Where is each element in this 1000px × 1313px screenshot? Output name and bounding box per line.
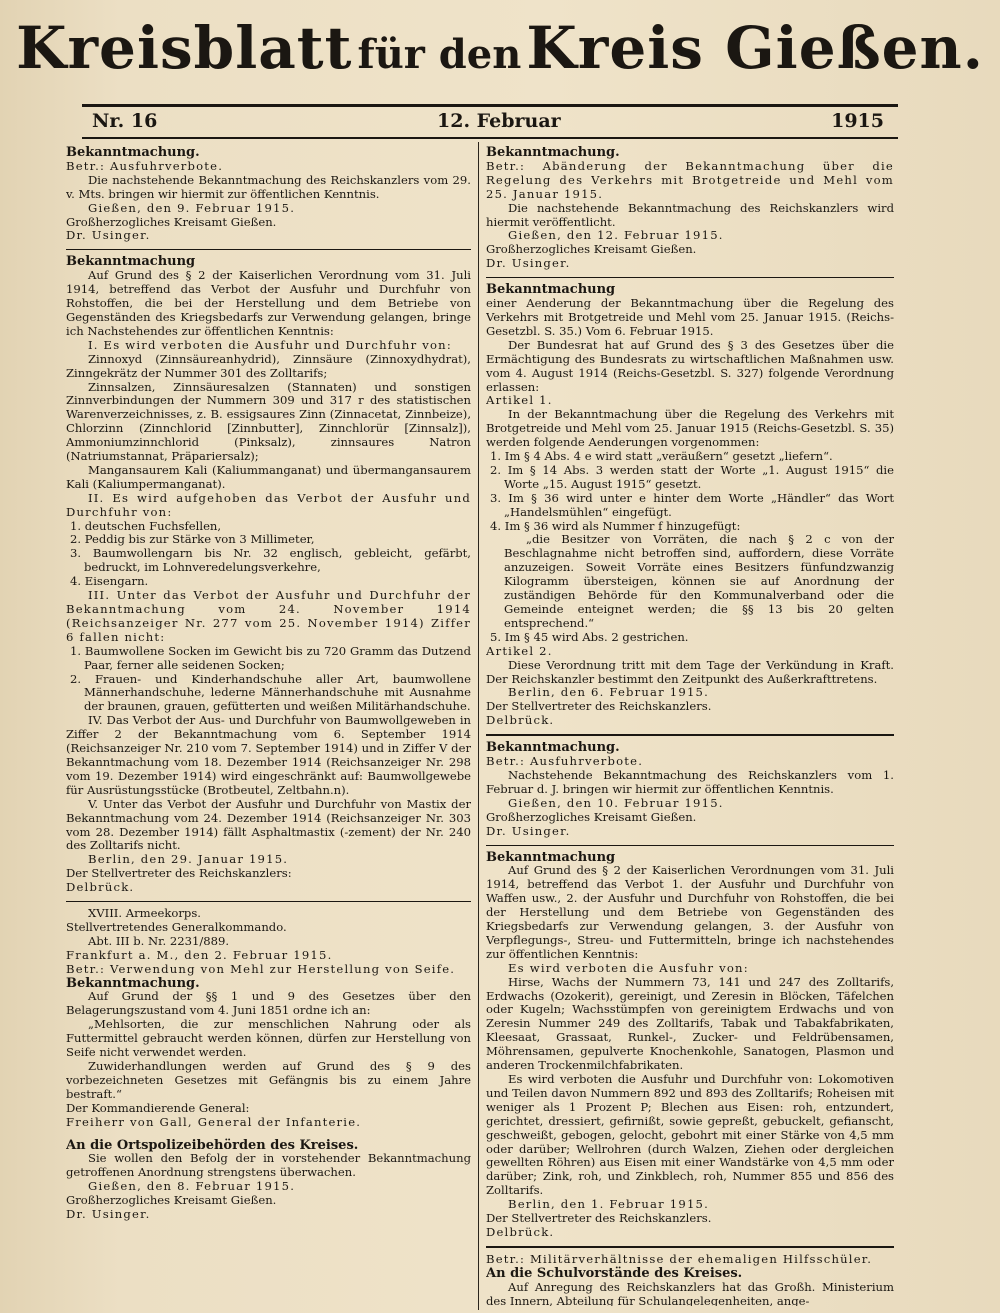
article-place-date: Gießen, den 8. Februar 1915. bbox=[88, 1179, 296, 1194]
article-paragraph: Diese Verordnung tritt mit dem Tage der Verkündung in Kraft. Der Reichskanzler bestimmt den Zeitpunkt des Außerkrafttretens. bbox=[486, 657, 894, 686]
article-subject: Betr.: Ausfuhrverbote. bbox=[66, 158, 224, 173]
article-divider bbox=[66, 901, 471, 902]
list-item: 2. Im § 14 Abs. 3 werden statt der Worte „1. August 1915“ die Worte „15. August 1915“ gesetzt. bbox=[490, 462, 894, 491]
list-item: 2. Frauen- und Kinderhandschuhe aller Art, baumwollene Männerhandschuhe, lederne Männerhandschuhe mit Ausnahme der braunen, grauen, gefütterten und weißen Militärhandschuhe. bbox=[70, 671, 471, 714]
article-place-date: Berlin, den 29. Januar 1915. bbox=[88, 852, 289, 867]
corps-command: Stellvertretendes Generalkommando. bbox=[66, 919, 287, 934]
article-subject: Betr.: Abänderung der Bekanntmachung über die Regelung des Verkehrs mit Brotgetreide und Mehl vom 25. Januar 1915. bbox=[486, 158, 894, 201]
corps-name: XVIII. Armeekorps. bbox=[88, 906, 201, 921]
article-divider bbox=[486, 277, 894, 278]
article-paragraph: Hirse, Wachs der Nummern 73, 141 und 247 des Zolltarifs, Erdwachs (Ozokerit), gereinigt, und Zeresin in Blöcken, Täfelchen oder Kugeln; Wachsstümpfen von gereinigtem Erdwachs und von Zeresin Nummer 249 des Zolltarifs, Tabak und Tabakfabrikaten, Kleesaat, Grassaat, Runkel-, Zucker- und Feldrübensamen, Möhrensamen, gepulverte Knochenkohle, Sanatogen, Plasmon und anderen Trockenmilchfabrikaten. bbox=[486, 974, 894, 1073]
article-paragraph: Auf Grund der §§ 1 und 9 des Gesetzes über den Belagerungszustand vom 4. Juni 1851 ordne ich an: bbox=[66, 989, 471, 1018]
article-heading: An die Ortspolizeibehörden des Kreises. bbox=[66, 1137, 359, 1153]
article-paragraph: Sie wollen den Befolg der in vorstehender Bekanntmachung getroffenen Anordnung strengstens überwachen. bbox=[66, 1151, 471, 1180]
left-column bbox=[66, 146, 471, 1306]
article-heading: Bekanntmachung bbox=[486, 849, 616, 865]
right-column bbox=[486, 146, 894, 1306]
article-paragraph: Die nachstehende Bekanntmachung des Reichskanzlers wird hiermit veröffentlicht. bbox=[486, 200, 894, 229]
article-section: I. Es wird verboten die Ausfuhr und Durchfuhr von: bbox=[88, 337, 452, 352]
list-item: 2. Peddig bis zur Stärke von 3 Millimeter, bbox=[70, 532, 315, 547]
article-section: IV. Das Verbot der Aus- und Durchfuhr von Baumwollgeweben in Ziffer 2 der Bekanntmachung vom 6. September 1914 (Reichsanzeiger Nr. 210 vom 7. September 1914) und in Ziffer V der Bekanntmachung vom 18. Dezember 1914 (Reichsanzeiger Nr. 298 vom 19. Dezember 1914) wird eingeschränkt auf: Baumwollgewebe für Ausrüstungsstücke (Brotbeutel, Zeltbahn.n). bbox=[66, 713, 471, 797]
article-heading: Bekanntmachung bbox=[66, 254, 196, 270]
article-paragraph: Zuwiderhandlungen werden auf Grund des § 9 des vorbezeichneten Gesetzes mit Gefängnis bis zu einem Jahre bestraft.“ bbox=[66, 1059, 471, 1101]
article-paragraph: Die nachstehende Bekanntmachung des Reichskanzlers vom 29. v. Mts. bringen wir hiermit zur öffentlichen Kenntnis. bbox=[66, 172, 471, 201]
article-subject: Betr.: Verwendung von Mehl zur Herstellung von Seife. bbox=[66, 961, 456, 976]
list-item: 4. Eisengarn. bbox=[70, 574, 149, 589]
article-section: Es wird verboten die Ausfuhr und Durchfuhr von: Lokomotiven und Teilen davon Nummern 892 und 893 des Zolltarifs; Roheisen mit weniger als 1 Prozent P; Blechen aus Eisen: roh, entzundert, gerichtet, dressiert, gefirnißt, sowie gepreßt, gebuckelt, gefianscht, geschweißt, gebogen, gelocht, gebohrt mit einer Stärke von 4,5 mm oder darüber; Wellrohren (durch Walzen, Ziehen oder dergleichen gewellten Röhren) aus Eisen mit einer Wandstärke von 4,5 mm oder darüber; Zink, roh, und Zinkblech, roh, Nummer 855 und 856 des Zolltarifs. bbox=[486, 1072, 894, 1198]
masthead-title-part-3: Kreis Gießen. bbox=[526, 14, 984, 82]
article-paragraph: Auf Grund des § 2 der Kaiserlichen Verordnungen vom 31. Juli 1914, betreffend das Verbot 1. der Ausfuhr und Durchfuhr von Waffen usw., 2. der Ausfuhr und Durchfuhr von Rohstoffen, die bei der Herstellung und dem Betriebe von Gegenständen des Kriegsbedarfs zur Verwendung gelangen, 3. der Ausfuhr von Verpflegungs-, Streu- und Futtermitteln, bringe ich nachstehendes zur öffentlichen Kenntnis: bbox=[486, 863, 894, 961]
article-paragraph: Zinnsalzen, Zinnsäuresalzen (Stannaten) und sonstigen Zinnverbindungen der Nummern 309 und 317 r des statistischen Warenverzeichnisses, z. B. essigsaures Zinn (Zinnacetat, Zinnbeize), Chlorzinn (Zinnchlorid [Zinnbutter], Zinnchlorür [Zinnsalz]), Ammoniumzinnchlorid (Pinksalz), zinnsaures Natron (Natriumstannat, Präpariersalz); bbox=[66, 379, 471, 464]
article-office: Großherzogliches Kreisamt Gießen. bbox=[66, 1193, 277, 1208]
article-commander: Der Kommandierende General: bbox=[66, 1100, 250, 1115]
article-heading: Bekanntmachung bbox=[486, 282, 616, 298]
article-deputy: Der Stellvertreter des Reichskanzlers. bbox=[486, 699, 712, 714]
issue-number: Nr. 16 bbox=[92, 110, 158, 132]
article-paragraph: Zinnoxyd (Zinnsäureanhydrid), Zinnsäure (Zinnoxydhydrat), Zinngekrätz der Nummer 301 des Zolltarifs; bbox=[66, 351, 471, 380]
article-divider bbox=[486, 734, 894, 736]
list-item: 1. Baumwollene Socken im Gewicht bis zu 720 Gramm das Dutzend Paar, ferner alle seidenen Socken; bbox=[70, 643, 471, 672]
quoted-text: „die Besitzer von Vorräten, die nach § 2 c von der Beschlagnahme nicht betroffen sind, auffordern, diese Vorräte anzuzeigen. Soweit Vorräte eines Besitzers fünfundzwanzig Kilogramm übersteigen, können sie auf Anordnung der zuständigen Behörde für den Kommunalverband oder die Gemeinde enteignet werden; die §§ 13 bis 20 gelten entsprechend.“ bbox=[504, 532, 894, 630]
article-paragraph: Auf Grund des § 2 der Kaiserlichen Verordnung vom 31. Juli 1914, betreffend das Verbot der Ausfuhr und Durchfuhr von Rohstoffen, die bei der Herstellung und dem Betriebe von Gegenständen des Kriegsbedarfs zur Verwendung gelangen, bringe ich Nachstehendes zur öffentlichen Kenntnis: bbox=[66, 268, 471, 338]
article-office: Großherzogliches Kreisamt Gießen. bbox=[66, 214, 277, 229]
masthead-title-part-2: für den bbox=[357, 31, 522, 78]
article-place-date: Berlin, den 6. Februar 1915. bbox=[508, 685, 709, 700]
article-divider bbox=[66, 249, 471, 250]
corps-reference: Abt. III b. Nr. 2231/889. bbox=[88, 933, 230, 948]
issue-line bbox=[82, 104, 898, 139]
article-signature: Dr. Usinger. bbox=[486, 256, 571, 271]
list-item: 3. Baumwollengarn bis Nr. 32 englisch, gebleicht, gefärbt, bedruckt, im Lohnveredelungsverkehre, bbox=[70, 546, 471, 575]
list-item: 1. deutschen Fuchsfellen, bbox=[70, 518, 222, 533]
article-paragraph: „Mehlsorten, die zur menschlichen Nahrung oder als Futtermittel gebraucht werden können, dürfen zur Herstellung von Seife nicht verwendet werden. bbox=[66, 1017, 471, 1060]
article-signature: Delbrück. bbox=[66, 880, 135, 895]
article-heading: Bekanntmachung. bbox=[486, 146, 620, 160]
article-section: Es wird verboten die Ausfuhr von: bbox=[508, 960, 749, 975]
article-deputy: Der Stellvertreter des Reichskanzlers: bbox=[66, 866, 292, 881]
article-heading: Bekanntmachung. bbox=[486, 740, 620, 756]
article-subject: Betr.: Ausfuhrverbote. bbox=[486, 754, 644, 769]
article-office: Großherzogliches Kreisamt Gießen. bbox=[486, 242, 697, 257]
list-item: 1. Im § 4 Abs. 4 e wird statt „veräußern“ gesetzt „liefern“. bbox=[490, 449, 833, 464]
article-paragraph: Mangansaurem Kali (Kaliummanganat) und übermangansaurem Kali (Kaliumpermanganat). bbox=[66, 462, 471, 491]
column-divider bbox=[478, 142, 479, 1310]
article-paragraph: Der Bundesrat hat auf Grund des § 3 des Gesetzes über die Ermächtigung des Bundesrats zu wirtschaftlichen Maßnahmen usw. vom 4. August 1914 (Reichs-Gesetzbl. S. 327) folgende Verordnung erlassen: bbox=[486, 337, 894, 394]
article-place-date: Gießen, den 10. Februar 1915. bbox=[508, 795, 724, 810]
article-signature: Delbrück. bbox=[486, 713, 555, 728]
issue-year: 1915 bbox=[831, 110, 884, 132]
article-divider bbox=[486, 845, 894, 846]
article-paragraph: Auf Anregung des Reichskanzlers hat das Großh. Ministerium des Innern, Abteilung für Schulangelegenheiten, ange- bbox=[486, 1279, 894, 1306]
article-signature: Dr. Usinger. bbox=[486, 823, 571, 838]
article-signature: Freiherr von Gall, General der Infanterie. bbox=[66, 1114, 362, 1129]
article-divider bbox=[486, 1246, 894, 1248]
article-paragraph: Nachstehende Bekanntmachung des Reichskanzlers vom 1. Februar d. J. bringen wir hiermit zur öffentlichen Kenntnis. bbox=[486, 767, 894, 796]
article-article-number: Artikel 2. bbox=[486, 643, 553, 658]
masthead bbox=[0, 14, 1000, 82]
article-signature: Delbrück. bbox=[486, 1224, 555, 1239]
article-signature: Dr. Usinger. bbox=[66, 1207, 151, 1222]
article-heading: Bekanntmachung. bbox=[66, 146, 200, 160]
article-subtitle: einer Aenderung der Bekanntmachung über die Regelung des Verkehrs mit Brotgetreide und Mehl vom 25. Januar 1915. (Reichs-Gesetzbl. S. 35.) Vom 6. Februar 1915. bbox=[486, 296, 894, 338]
list-item: 4. Im § 36 wird als Nummer f hinzugefügt: bbox=[490, 518, 741, 533]
article-signature: Dr. Usinger. bbox=[66, 228, 151, 243]
article-office: Großherzogliches Kreisamt Gießen. bbox=[486, 809, 697, 824]
article-place-date: Frankfurt a. M., den 2. Februar 1915. bbox=[66, 947, 333, 962]
article-article-number: Artikel 1. bbox=[486, 393, 553, 408]
article-section: II. Es wird aufgehoben das Verbot der Ausfuhr und Durchfuhr von: bbox=[66, 490, 471, 519]
article-place-date: Gießen, den 12. Februar 1915. bbox=[508, 228, 724, 243]
article-subject: Betr.: Militärverhältnisse der ehemaligen Hilfsschüler. bbox=[486, 1251, 873, 1266]
list-item: 5. Im § 45 wird Abs. 2 gestrichen. bbox=[490, 629, 689, 644]
list-item: 3. Im § 36 wird unter e hinter dem Worte „Händler“ das Wort „Handelsmühlen“ eingefügt. bbox=[490, 490, 894, 519]
issue-date: 12. Februar bbox=[437, 110, 561, 132]
article-section: V. Unter das Verbot der Ausfuhr und Durchfuhr von Mastix der Bekanntmachung vom 24. Dezember 1914 (Reichsanzeiger Nr. 303 vom 28. Dezember 1914) fällt Asphaltmastix (-zement) der Nr. 240 des Zolltarifs nicht. bbox=[66, 796, 471, 853]
article-heading: Bekanntmachung. bbox=[66, 975, 200, 991]
article-place-date: Berlin, den 1. Februar 1915. bbox=[508, 1197, 709, 1212]
article-heading: An die Schulvorstände des Kreises. bbox=[486, 1265, 743, 1281]
article-place-date: Gießen, den 9. Februar 1915. bbox=[88, 200, 296, 215]
article-paragraph: In der Bekanntmachung über die Regelung des Verkehrs mit Brotgetreide und Mehl vom 25. Januar 1915 (Reichs-Gesetzbl. S. 35) werden folgende Aenderungen vorgenommen: bbox=[486, 407, 894, 450]
article-deputy: Der Stellvertreter des Reichskanzlers. bbox=[486, 1211, 712, 1226]
masthead-title-part-1: Kreisblatt bbox=[16, 14, 353, 82]
article-section: III. Unter das Verbot der Ausfuhr und Durchfuhr der Bekanntmachung vom 24. November 1914 (Reichsanzeiger Nr. 277 vom 25. November 1914) Ziffer 6 fallen nicht: bbox=[66, 588, 471, 644]
